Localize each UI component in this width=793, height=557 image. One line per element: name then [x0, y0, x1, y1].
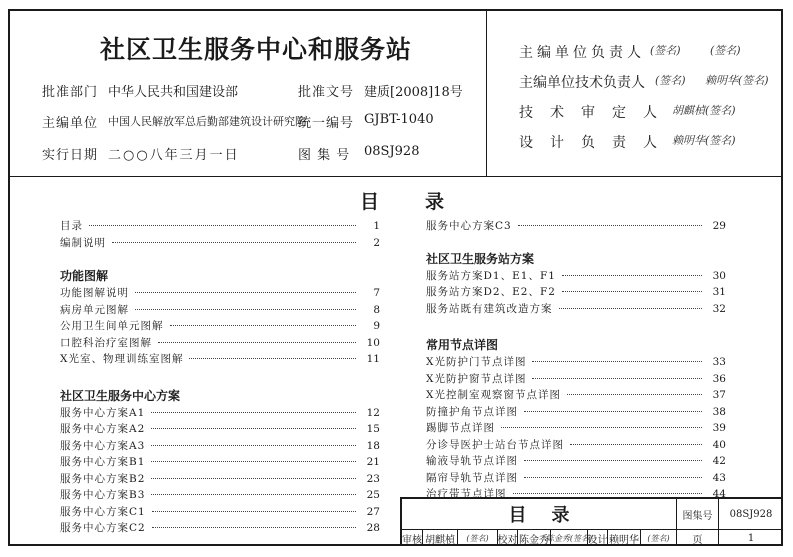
toc-entry-label: X光控制室观察窗节点详图 — [426, 389, 561, 401]
toc-entry-page: 32 — [712, 302, 726, 315]
toc-entry-page: 9 — [373, 320, 380, 332]
toc-entry-label: 服务中心方案A3 — [60, 439, 146, 452]
toc-entry-label: 分诊导医护士站台节点详图 — [426, 438, 564, 451]
toc-entry-label: 服务站既有建筑改造方案 — [426, 302, 553, 315]
toc-entry-page: 37 — [712, 389, 726, 401]
tech-reviewer-label: 技术审定人 — [519, 105, 674, 121]
toc-entry[interactable] — [60, 421, 380, 438]
toc-entry-label: 踢脚节点详图 — [426, 422, 495, 434]
toc-entry-label: 目录 — [60, 220, 83, 232]
toc-entry-page: 36 — [712, 372, 726, 385]
tech-reviewer-signature: 胡麒楨(签名) — [672, 104, 736, 117]
toc-entry[interactable] — [426, 387, 726, 404]
design-label: 设计 — [587, 529, 607, 546]
toc-entry-page: 31 — [712, 286, 726, 298]
toc-entry-label: 服务中心方案C3 — [426, 220, 512, 232]
toc-entry[interactable] — [60, 285, 380, 302]
leader-dots — [151, 478, 356, 479]
chief-tech-head-label: 主编单位技术负责人 — [519, 75, 645, 91]
toc-entry[interactable] — [60, 351, 380, 368]
toc-entry[interactable] — [60, 504, 380, 521]
leader-dots — [562, 291, 702, 292]
toc-entry-label: 隔帘导轨节点详图 — [426, 471, 518, 484]
effective-date-label: 实行日期 — [42, 148, 99, 163]
leader-dots — [518, 225, 702, 226]
effective-date-value: 二○○八年三月一日 — [108, 148, 240, 163]
chief-tech-head-signature-1: (签名) — [655, 74, 686, 87]
reviewer-name: 胡麒楨 — [422, 529, 457, 546]
unified-no-label: 统一编号 — [298, 116, 355, 131]
toc-entry[interactable] — [426, 371, 726, 388]
toc-entry[interactable] — [426, 437, 726, 454]
toc-entry-label: 治疗带节点详图 — [426, 488, 507, 500]
toc-entry-page: 21 — [366, 456, 380, 468]
toc-entry[interactable] — [60, 218, 380, 235]
toc-entry-label: 服务中心方案C1 — [60, 505, 146, 518]
toc-entry-label: 口腔科治疗室图解 — [60, 336, 152, 349]
check-label: 校对 — [497, 529, 517, 546]
toc-entry[interactable] — [60, 454, 380, 471]
leader-dots — [532, 361, 702, 362]
toc-entry[interactable] — [60, 487, 380, 504]
toc-entry-page: 28 — [366, 522, 380, 534]
toc-entry-label: 服务中心方案B1 — [60, 456, 146, 468]
toc-entry[interactable] — [426, 218, 726, 235]
toc-entry-label: 输液导轨节点详图 — [426, 455, 518, 467]
leader-dots — [151, 445, 356, 446]
approval-dept-value: 中华人民共和国建设部 — [108, 85, 239, 100]
toc-entry-page: 2 — [373, 236, 380, 249]
toc-entry-label: 病房单元图解 — [60, 303, 129, 316]
editor-unit-value: 中国人民解放军总后勤部建筑设计研究院 — [108, 115, 306, 128]
atlas-no-label: 图集号 — [676, 499, 718, 529]
leader-dots — [89, 225, 356, 226]
title-block — [400, 497, 783, 546]
toc-entry[interactable] — [426, 453, 726, 470]
page-label: 页 — [676, 529, 718, 546]
leader-dots — [135, 292, 356, 293]
leader-dots — [559, 308, 703, 309]
toc-entry-label: 功能图解说明 — [60, 287, 129, 299]
toc-entry[interactable] — [60, 318, 380, 335]
toc-entry-page: 29 — [712, 220, 726, 232]
header-divider-vertical — [486, 9, 487, 176]
toc-entry-label: 公用卫生间单元图解 — [60, 320, 164, 332]
toc-entry[interactable] — [60, 405, 380, 422]
editor-unit-label: 主编单位 — [42, 116, 99, 131]
toc-entry-page: 25 — [366, 489, 380, 501]
toc-entry-page: 44 — [712, 488, 726, 500]
toc-entry-label: 服务中心方案A2 — [60, 423, 146, 435]
toc-entry-page: 11 — [366, 353, 380, 365]
toc-entry-label: 服务中心方案C2 — [60, 522, 146, 534]
toc-entry-page: 7 — [373, 287, 380, 299]
chief-tech-head-signature-2: 赖明华(签名) — [705, 74, 769, 87]
document-title: 社区卫生服务中心和服务站 — [100, 35, 413, 64]
toc-section-title: 社区卫生服务中心方案 — [60, 388, 181, 403]
toc-entry[interactable] — [426, 420, 726, 437]
leader-dots — [158, 342, 356, 343]
chief-unit-head-signature-1: (签名) — [650, 44, 681, 57]
leader-dots — [151, 494, 356, 495]
toc-right-column — [426, 218, 726, 503]
toc-entry-page: 38 — [712, 405, 726, 418]
toc-left-column — [60, 218, 380, 537]
chief-unit-head-label: 主编单位负责人 — [519, 45, 645, 61]
leader-dots — [570, 444, 702, 445]
toc-entry-page: 10 — [366, 336, 380, 349]
atlas-no-label: 图 集 号 — [298, 148, 351, 163]
page-number: 1 — [718, 529, 783, 546]
leader-dots — [112, 242, 356, 243]
toc-entry[interactable] — [426, 301, 726, 318]
toc-entry-page: 8 — [373, 303, 380, 316]
toc-entry-page: 39 — [712, 422, 726, 434]
unified-no-value: GJBT-1040 — [364, 112, 434, 127]
approval-doc-value: 建质[2008]18号 — [364, 85, 463, 100]
approval-dept-label: 批准部门 — [42, 85, 99, 100]
review-label: 审核 — [402, 529, 422, 546]
chief-unit-head-signature-2: (签名) — [710, 44, 741, 57]
toc-entry-page: 43 — [712, 471, 726, 484]
leader-dots — [513, 493, 703, 494]
leader-dots — [152, 511, 356, 512]
toc-entry[interactable] — [60, 302, 380, 319]
toc-entry-page: 40 — [712, 438, 726, 451]
toc-entry[interactable] — [60, 471, 380, 488]
design-head-signature: 赖明华(签名) — [672, 134, 736, 147]
toc-entry-page: 42 — [712, 455, 726, 467]
toc-entry-label: 编制说明 — [60, 236, 106, 249]
toc-entry-label: 防撞护角节点详图 — [426, 405, 518, 418]
header-divider-horizontal — [8, 176, 783, 177]
toc-section-title: 功能图解 — [60, 269, 109, 283]
toc-entry-label: 服务中心方案B2 — [60, 472, 146, 485]
toc-entry-label: X光防护门节点详图 — [426, 356, 527, 368]
toc-entry-page: 33 — [712, 356, 726, 368]
toc-entry-page: 30 — [712, 269, 726, 282]
reviewer-signature: (签名) — [457, 529, 497, 546]
toc-entry-label: 服务中心方案B3 — [60, 489, 146, 501]
toc-entry-page: 15 — [366, 423, 380, 435]
toc-entry-label: X光防护窗节点详图 — [426, 372, 527, 385]
design-head-label: 设计负责人 — [519, 135, 674, 151]
leader-dots — [151, 412, 356, 413]
approval-doc-label: 批准文号 — [298, 85, 355, 100]
toc-entry[interactable] — [426, 284, 726, 301]
toc-entry-page: 23 — [366, 472, 380, 485]
toc-section-title: 常用节点详图 — [426, 338, 499, 352]
toc-entry[interactable] — [426, 268, 726, 285]
toc-entry[interactable] — [60, 335, 380, 352]
toc-entry-label: 服务中心方案A1 — [60, 406, 146, 419]
toc-section-title: 社区卫生服务站方案 — [426, 251, 535, 266]
leader-dots — [151, 461, 356, 462]
leader-dots — [524, 477, 702, 478]
toc-entry-page: 27 — [366, 505, 380, 518]
toc-entry-label: X光室、物理训练室图解 — [60, 353, 184, 365]
toc-entry-page: 1 — [373, 220, 380, 232]
leader-dots — [152, 527, 356, 528]
toc-entry-label: 服务站方案D2、E2、F2 — [426, 286, 556, 298]
leader-dots — [567, 394, 702, 395]
checker-name: 陈金秀 — [517, 529, 550, 546]
atlas-no-value: 08SJ928 — [364, 144, 420, 159]
designer-name: 赖明华 — [607, 529, 640, 546]
toc-entry-page: 18 — [366, 439, 380, 452]
leader-dots — [135, 309, 356, 310]
leader-dots — [189, 358, 356, 359]
toc-entry[interactable] — [426, 404, 726, 421]
leader-dots — [524, 411, 702, 412]
leader-dots — [562, 275, 702, 276]
toc-entry[interactable] — [426, 354, 726, 371]
designer-signature: (签名) — [640, 529, 676, 546]
leader-dots — [170, 325, 357, 326]
leader-dots — [501, 427, 702, 428]
toc-entry-label: 服务站方案D1、E1、F1 — [426, 269, 556, 282]
atlas-no-value: 08SJ928 — [718, 499, 783, 529]
checker-signature: 陈金秀(签名) — [550, 529, 587, 546]
toc-entry[interactable] — [60, 520, 380, 537]
drawing-title: 目 录 — [508, 505, 570, 526]
toc-entry[interactable] — [60, 235, 380, 252]
toc-entry-page: 12 — [366, 406, 380, 419]
leader-dots — [532, 378, 702, 379]
leader-dots — [524, 460, 702, 461]
toc-heading-left: 目 — [360, 191, 380, 213]
toc-heading-right: 录 — [425, 191, 445, 213]
toc-entry[interactable] — [60, 438, 380, 455]
leader-dots — [151, 428, 356, 429]
toc-entry[interactable] — [426, 470, 726, 487]
